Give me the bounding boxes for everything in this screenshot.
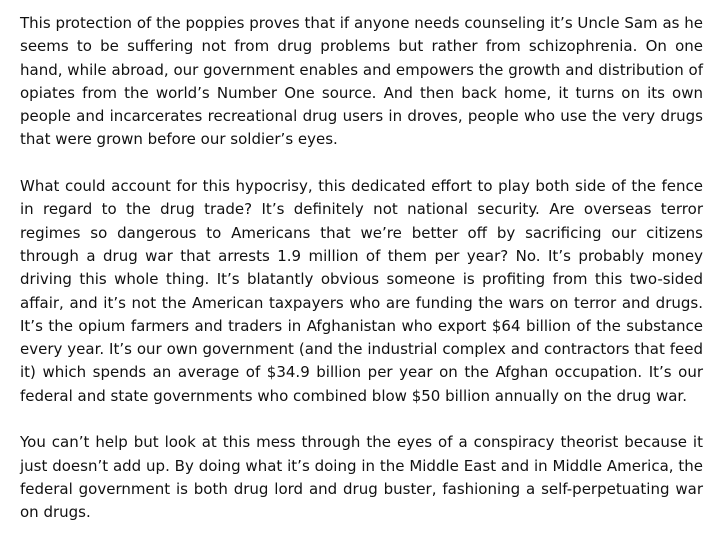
paragraph-2: What could account for this hypocrisy, this dedicated effort to play both side of the fence in regard to the drug trade? It’s definitely not national security. Are overseas terror regimes so dangerous to Americans that we’re better off by sacrificing our citizens through a drug war that arrests 1.9 million of them per year? No. It’s probably money driving this whole thing. It’s blatantly obvious someone is profiting from this two-sided affair, and it’s not the American taxpayers who are funding the wars on terror and drugs. It’s the opium farmers and traders in Afghanistan who export $64 billion of the substance every year. It’s our own government (and the industrial complex and contractors that feed it) which spends an average of $34.9 billion per year on the Afghan occupation. It’s our federal and state governments who combined blow $50 billion annually on the drug war.: [20, 177, 703, 405]
paragraph-1: This protection of the poppies proves that if anyone needs counseling it’s Uncle Sam as he seems to be suffering not from drug problems but rather from schizophrenia. On one hand, while abroad, our government enables and empowers the growth and distribution of opiates from the world’s Number One source. And then back home, it turns on its own people and incarcerates recreational drug users in droves, people who use the very drugs that were grown before our soldier’s eyes.: [20, 14, 703, 149]
paragraph-3: You can’t help but look at this mess through the eyes of a conspiracy theorist because it just doesn’t add up. By doing what it’s doing in the Middle East and in Middle America, the federal government is both drug lord and drug buster, fashioning a self-perpetuating war on drugs.: [20, 433, 703, 522]
article-body: [20, 12, 703, 548]
